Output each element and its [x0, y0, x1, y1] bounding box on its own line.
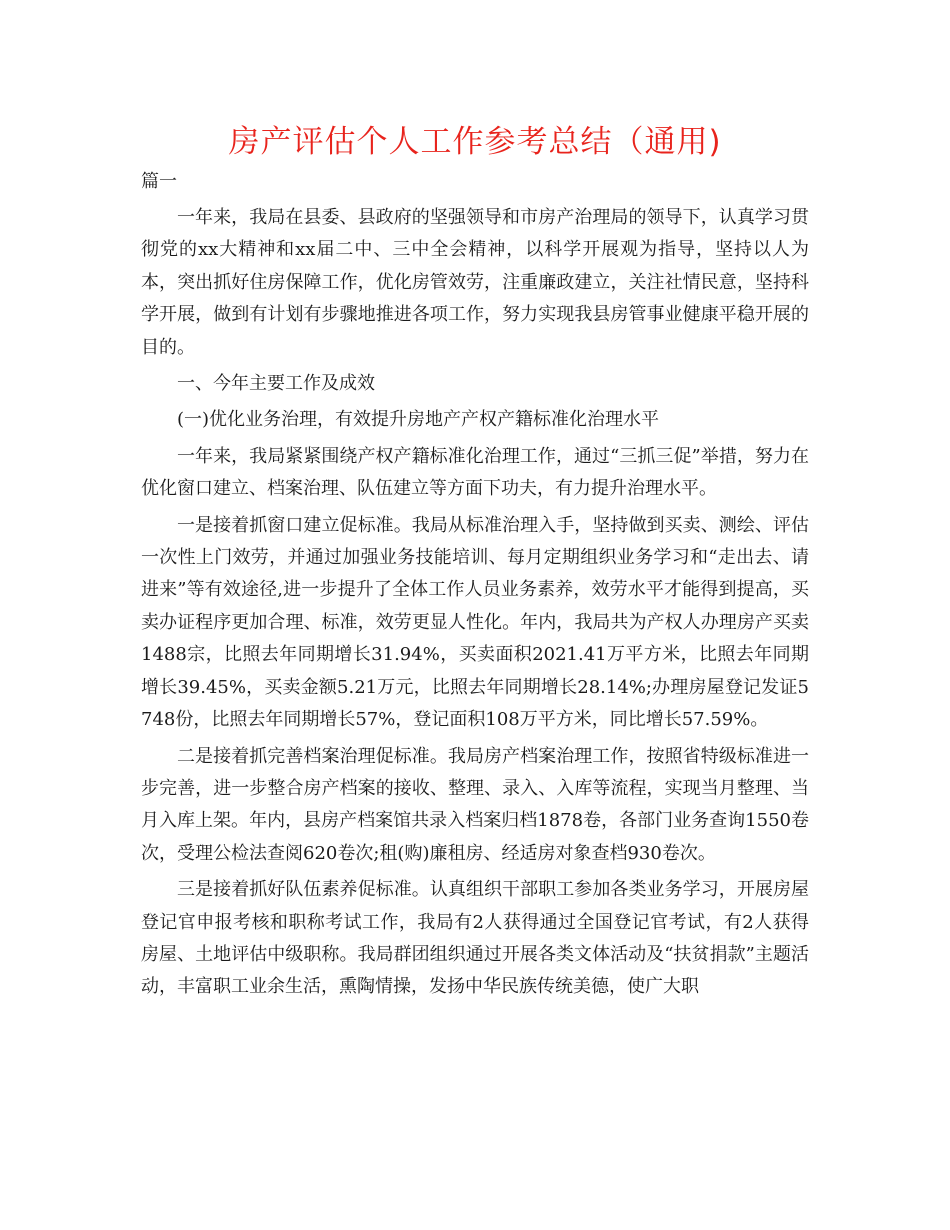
section-heading: 一、今年主要工作及成效: [177, 373, 375, 395]
document-title: 房产评估个人工作参考总结（通用): [228, 124, 722, 160]
body-paragraph: 三是接着抓好队伍素养促标准。认真组织干部职工参加各类业务学习，开展房屋登记官申报考核和职称考试工作，我局有2人获得通过全国登记官考试，有2人获得房屋、土地评估中级职称。我局群团组织通过开展各类文体活动及“扶贫捐款”主题活动，丰富职工业余生活，熏陶情操，发扬中华民族传统美德，使广大职: [141, 879, 809, 998]
subsection-heading: (一)优化业务治理，有效提升房地产产权产籍标准化治理水平: [177, 409, 660, 431]
section-label: 篇一: [141, 171, 177, 192]
intro-paragraph: 一年来，我局在县委、县政府的坚强领导和市房产治理局的领导下，认真学习贯彻党的xx大精神和xx届二中、三中全会精神，以科学开展观为指导，坚持以人为本，突出抓好住房保障工作，优化房管效劳，注重廉政建立，关注社情民意，坚持科学开展，做到有计划有步骤地推进各项工作，努力实现我县房管事业健康平稳开展的目的。: [141, 207, 809, 358]
body-paragraph: 一年来，我局紧紧围绕产权产籍标准化治理工作，通过“三抓三促”举措，努力在优化窗口建立、档案治理、队伍建立等方面下功夫，有力提升治理水平。: [141, 445, 809, 500]
body-paragraph: 二是接着抓完善档案治理促标准。我局房产档案治理工作，按照省特级标准进一步完善，进一步整合房产档案的接收、整理、录入、入库等流程，实现当月整理、当月入库上架。年内，县房产档案馆共录入档案归档1878卷，各部门业务查询1550卷次，受理公检法查阅620卷次;租(购)廉租房、经适房对象查档930卷次。: [141, 745, 809, 864]
document-body: [141, 166, 809, 1008]
body-paragraph: 一是接着抓窗口建立促标准。我局从标准治理入手，坚持做到买卖、测绘、评估一次性上门效劳，并通过加强业务技能培训、每月定期组织业务学习和“走出去、请进来”等有效途径,进一步提升了全体工作人员业务素养，效劳水平才能得到提高，买卖办证程序更加合理、标准，效劳更显人性化。年内，我局共为产权人办理房产买卖1488宗，比照去年同期增长31.94%，买卖面积2021.41万平方米，比照去年同期增长39.45%，买卖金额5.21万元，比照去年同期增长28.14%;办理房屋登记发证5748份，比照去年同期增长57%，登记面积108万平方米，同比增长57.59%。: [141, 514, 809, 731]
